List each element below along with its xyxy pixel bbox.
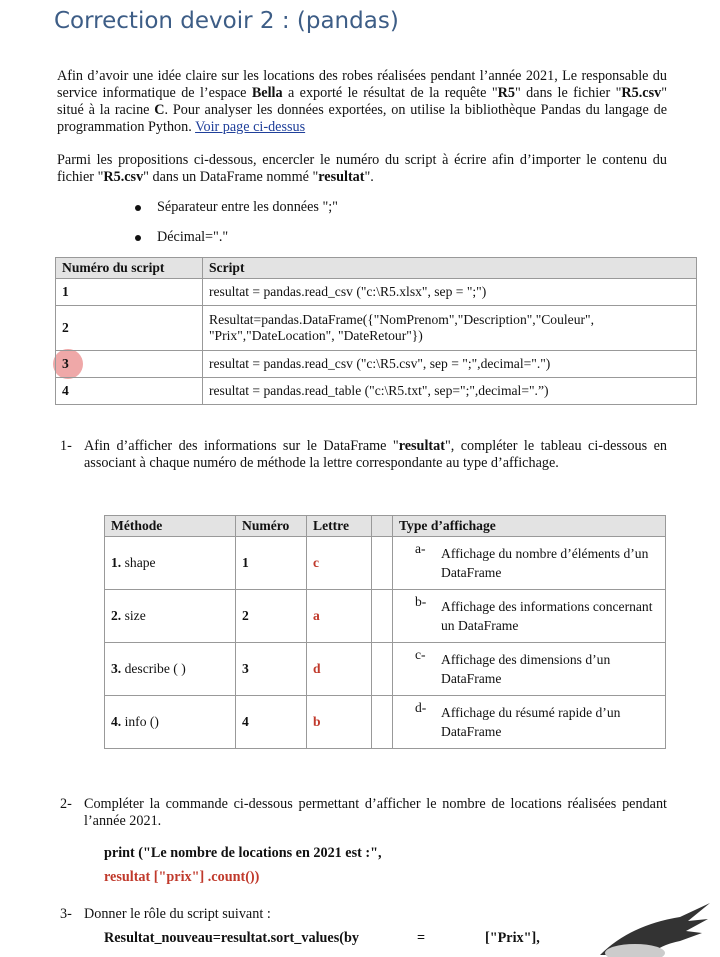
script-code: resultat = pandas.read_csv ("c:\R5.csv", sep = ";",decimal=".") — [203, 351, 697, 378]
table-row — [56, 306, 697, 351]
question-2-number: 2- — [60, 796, 72, 812]
instruction-paragraph: Parmi les propositions ci-dessous, encercler le numéro du script à écrire afin d’importer le contenu du fichier "R5.csv" dans un DataFrame nommé "resultat". — [57, 152, 667, 185]
method-cell: 3. describe ( ) — [105, 643, 236, 696]
script-number: 4 — [56, 378, 203, 405]
col-header-spacer — [372, 516, 393, 537]
bullet-decimal: Décimal="." — [135, 229, 228, 246]
lettre-answer: b — [307, 696, 372, 749]
spacer-cell — [372, 696, 393, 749]
methods-table — [104, 515, 666, 749]
intro-paragraph: Afin d’avoir une idée claire sur les locations des robes réalisées pendant l’année 2021, Le responsable du service informatique de l’espace Bella a exporté le résultat de la requête "R5" dans le fichier "R5.csv" situé à la racine C. Pour analyser les données exportées, on utilise la bibliothèque Pandas du langage de programmation Python. Voir page ci-dessus — [57, 68, 667, 135]
method-cell: 1. shape — [105, 537, 236, 590]
type-cell: d- Affichage du résumé rapide d’un DataFrame — [393, 696, 666, 749]
bullet-separator: Séparateur entre les données ";" — [135, 199, 338, 216]
question-3-number: 3- — [60, 906, 72, 922]
question-3-text: Donner le rôle du script suivant : — [84, 906, 271, 922]
col-header-script: Script — [203, 258, 697, 279]
spacer-cell — [372, 590, 393, 643]
table-header-row — [56, 258, 697, 279]
script-code: resultat = pandas.read_table ("c:\R5.txt", sep=";",decimal=".”) — [203, 378, 697, 405]
lettre-answer: d — [307, 643, 372, 696]
table-row — [105, 590, 666, 643]
table-row — [105, 643, 666, 696]
col-header-number: Numéro du script — [56, 258, 203, 279]
question-2-text: Compléter la commande ci-dessous permettant d’afficher le nombre de locations réalisées pendant l’année 2021. — [84, 796, 667, 829]
numero-cell: 2 — [236, 590, 307, 643]
scripts-table — [55, 257, 697, 405]
see-page-link[interactable]: Voir page ci-dessus — [195, 119, 306, 135]
type-cell: c- Affichage des dimensions d’un DataFrame — [393, 643, 666, 696]
col-header-numero: Numéro — [236, 516, 307, 537]
method-cell: 4. info () — [105, 696, 236, 749]
spacer-cell — [372, 537, 393, 590]
bullet-icon — [135, 235, 141, 241]
numero-cell: 4 — [236, 696, 307, 749]
script-number: 1 — [56, 279, 203, 306]
question-1-number: 1- — [60, 438, 72, 454]
script-code: resultat = pandas.read_csv ("c:\R5.xlsx", sep = ";") — [203, 279, 697, 306]
type-cell: b- Affichage des informations concernant un DataFrame — [393, 590, 666, 643]
col-header-type: Type d’affichage — [393, 516, 666, 537]
page-title: Correction devoir 2 : (pandas) — [54, 8, 399, 34]
table-row — [105, 696, 666, 749]
spacer-cell — [372, 643, 393, 696]
table-row — [56, 378, 697, 405]
col-header-method: Méthode — [105, 516, 236, 537]
circled-answer: 3 — [62, 356, 69, 371]
script-number-circled — [56, 351, 203, 378]
code-line-answer: resultat ["prix"] .count()) — [104, 869, 260, 885]
script-number: 2 — [56, 306, 203, 351]
question-1-text: Afin d’afficher des informations sur le DataFrame "resultat", compléter le tableau ci-dessous en associant à chaque numéro de méthode la lettre correspondante au type d’affichage. — [84, 438, 667, 471]
table-header-row — [105, 516, 666, 537]
script-code: Resultat=pandas.DataFrame({"NomPrenom","Description","Couleur", "Prix","DateLocation", "DateRetour"}) — [203, 306, 697, 351]
code-line-print: print ("Le nombre de locations en 2021 est :", — [104, 845, 382, 861]
watermark-logo-icon — [590, 895, 715, 957]
table-row — [105, 537, 666, 590]
lettre-answer: c — [307, 537, 372, 590]
numero-cell: 3 — [236, 643, 307, 696]
bullet-icon — [135, 205, 141, 211]
numero-cell: 1 — [236, 537, 307, 590]
table-row — [56, 279, 697, 306]
table-row — [56, 351, 697, 378]
col-header-lettre: Lettre — [307, 516, 372, 537]
method-cell: 2. size — [105, 590, 236, 643]
lettre-answer: a — [307, 590, 372, 643]
code-line-sort: Resultat_nouveau=resultat.sort_values(by = ["Prix"], — [104, 930, 540, 946]
type-cell: a- Affichage du nombre d’éléments d’un DataFrame — [393, 537, 666, 590]
